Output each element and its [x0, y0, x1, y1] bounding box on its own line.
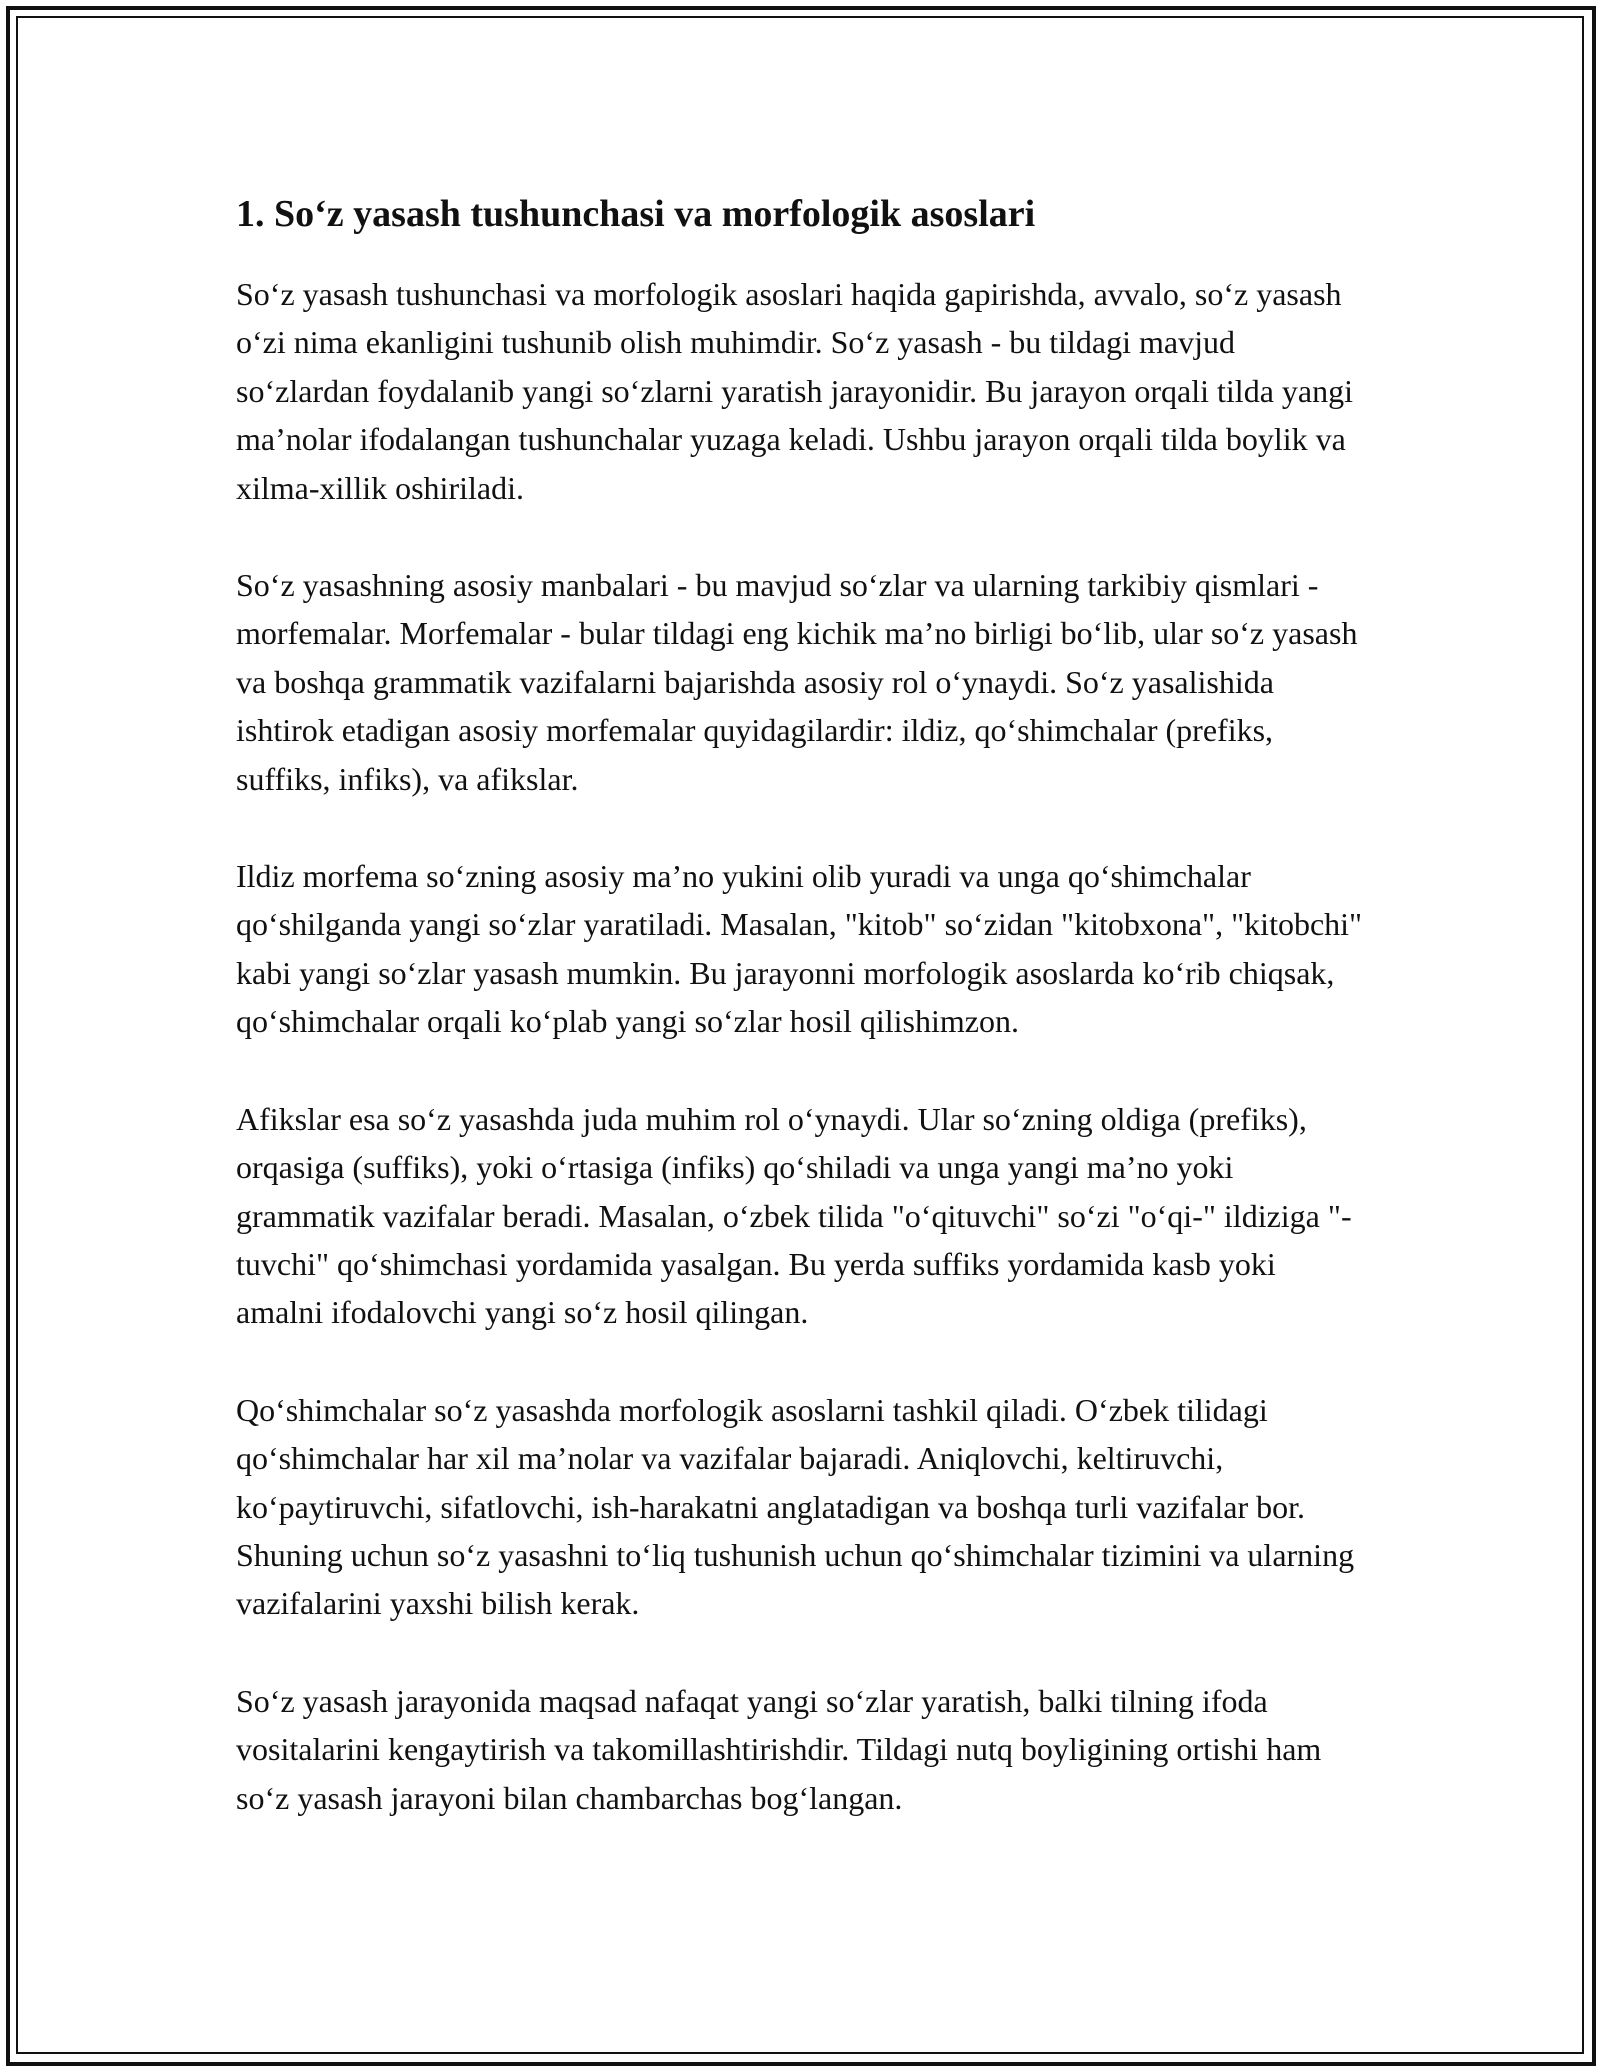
paragraph-root-morpheme: Ildiz morfema so‘zning asosiy ma’no yukini olib yuradi va unga qo‘shimchalar qo‘shilganda yangi so‘zlar yaratiladi. Masalan, "kitob" so‘zidan "kitobxona", "kitobchi" kabi yangi so‘zlar yasash mumkin. Bu jarayonni morfologik asoslarda ko‘rib chiqsak, qo‘shimchalar orqali ko‘plab yangi so‘zlar hosil qilishimzon. [236, 858, 1363, 1040]
section-heading: 1. So‘z yasash tushunchasi va morfologik asoslari [236, 193, 1036, 235]
paragraph-affixes: Afikslar esa so‘z yasashda juda muhim rol o‘ynaydi. Ular so‘zning oldiga (prefiks), orqasiga (suffiks), yoki o‘rtasiga (infiks) qo‘shiladi va unga yangi ma’no yoki grammatik vazifalar beradi. Masalan, o‘zbek tilida "o‘qituvchi" so‘zi "o‘qi-" ildiziga "-tuvchi" qo‘shimchasi yordamida yasalgan. Bu yerda suffiks yordamida kasb yoki amalni ifodalovchi yangi so‘z hosil qilingan. [236, 1100, 1352, 1331]
paragraph-morphemes: So‘z yasashning asosiy manbalari - bu mavjud so‘zlar va ularning tarkibiy qismlari - morfemalar. Morfemalar - bular tildagi eng kichik ma’no birligi bo‘lib, ular so‘z yasash va boshqa grammatik vazifalarni bajarishda asosiy rol o‘ynaydi. So‘z yasalishida ishtirok etadigan asosiy morfemalar quyidagilardir: ildiz, qo‘shimchalar (prefiks, suffiks, infiks), va afikslar. [236, 567, 1358, 797]
document-body [236, 186, 1366, 1871]
paragraph-conclusion: So‘z yasash jarayonida maqsad nafaqat yangi so‘zlar yaratish, balki tilning ifoda vositalarini kengaytirish va takomillashtirishdir. Tildagi nutq boyligining ortishi ham so‘z yasash jarayoni bilan chambarchas bog‘langan. [236, 1682, 1322, 1816]
paragraph-definition: So‘z yasash tushunchasi va morfologik asoslari haqida gapirishda, avvalo, so‘z yasash o‘zi nima ekanligini tushunib olish muhimdir. So‘z yasash - bu tildagi mavjud so‘zlardan foydalanib yangi so‘zlarni yaratish jarayonidir. Bu jarayon orqali tilda yangi ma’nolar ifodalangan tushunchalar yuzaga keladi. Ushbu jarayon orqali tilda boylik va xilma-xillik oshiriladi. [236, 276, 1353, 506]
paragraph-suffixes: Qo‘shimchalar so‘z yasashda morfologik asoslarni tashkil qiladi. O‘zbek tilidagi qo‘shimchalar har xil ma’nolar va vazifalar bajaradi. Aniqlovchi, keltiruvchi, ko‘paytiruvchi, sifatlovchi, ish-harakatni anglatadigan va boshqa turli vazifalar bor. Shuning uchun so‘z yasashni to‘liq tushunish uchun qo‘shimchalar tizimini va ularning vazifalarini yaxshi bilish kerak. [236, 1391, 1355, 1622]
